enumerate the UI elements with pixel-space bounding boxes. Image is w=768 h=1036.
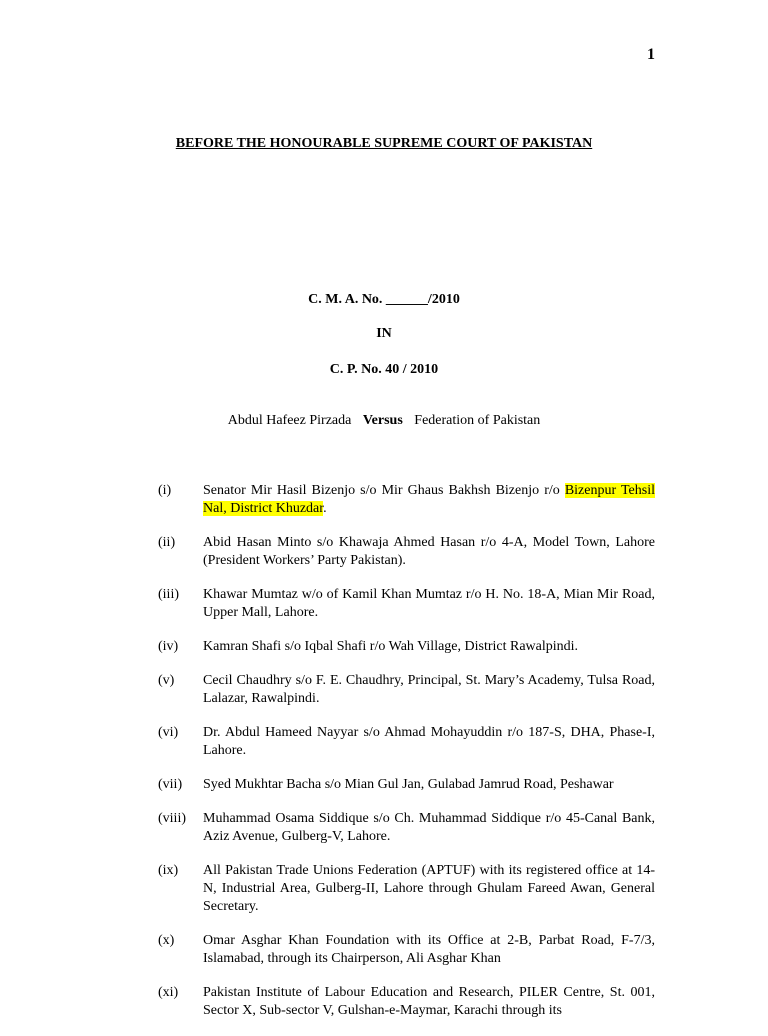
applicant-item [158,862,655,916]
item-text: Cecil Chaudhry s/o F. E. Chaudhry, Principal, St. Mary’s Academy, Tulsa Road, Lalazar, Rawalpindi. [203,673,655,706]
cma-number-line: C. M. A. No. ______/2010 [308,292,460,307]
highlighted-address: Bizenpur Tehsil Nal, District Khuzdar [203,483,655,516]
respondent-name: Federation of Pakistan [414,413,541,428]
item-number: (viii) [158,811,186,826]
versus-label: Versus [362,413,403,428]
applicant-item [158,810,655,846]
applicant-item [158,724,655,760]
item-number: (x) [158,933,175,948]
item-text: Dr. Abdul Hameed Nayyar s/o Ahmad Mohayuddin r/o 187-S, DHA, Phase-I, Lahore. [203,725,655,758]
item-text: Abid Hasan Minto s/o Khawaja Ahmed Hasan r/o 4-A, Model Town, Lahore (President Workers’ Party Pakistan). [203,535,655,568]
item-text: Khawar Mumtaz w/o of Kamil Khan Mumtaz r/o H. No. 18-A, Mian Mir Road, Upper Mall, Lahore. [203,587,655,620]
court-title: BEFORE THE HONOURABLE SUPREME COURT OF PAKISTAN [175,136,593,151]
petitioner-name: Abdul Hafeez Pirzada [227,413,352,428]
cp-number-line: C. P. No. 40 / 2010 [329,362,439,377]
applicant-item [158,776,655,794]
in-line: IN [376,326,392,341]
item-text: Syed Mukhtar Bacha s/o Mian Gul Jan, Gulabad Jamrud Road, Peshawar [203,777,614,792]
item-text: All Pakistan Trade Unions Federation (APTUF) with its registered office at 14-N, Industrial Area, Gulberg-II, Lahore through Ghulam Fareed Awan, General Secretary. [203,863,655,914]
item-text: Muhammad Osama Siddique s/o Ch. Muhammad Siddique r/o 45-Canal Bank, Aziz Avenue, Gulberg-V, Lahore. [203,811,655,844]
item-text: Pakistan Institute of Labour Education and Research, PILER Centre, St. 001, Sector X, Sub-sector V, Gulshan-e-Maymar, Karachi through its [203,985,655,1018]
item-number: (vi) [158,725,179,740]
item-number: (xi) [158,985,179,1000]
item-number: (iii) [158,587,179,602]
applicant-item [158,534,655,570]
applicant-item [158,638,655,656]
item-number: (ix) [158,863,179,878]
applicants-list [158,482,655,1036]
applicant-item [158,932,655,968]
item-text: Senator Mir Hasil Bizenjo s/o Mir Ghaus Bakhsh Bizenjo r/o Bizenpur Tehsil Nal, District Khuzdar. [203,483,655,516]
item-number: (iv) [158,639,179,654]
item-number: (v) [158,673,175,688]
page-number: 1 [647,46,655,63]
case-parties [0,413,768,429]
applicant-item [158,984,655,1020]
item-number: (i) [158,483,172,498]
applicant-item [158,482,655,518]
item-number: (vii) [158,777,183,792]
item-number: (ii) [158,535,176,550]
applicant-item [158,586,655,622]
item-text: Omar Asghar Khan Foundation with its Office at 2-B, Parbat Road, F-7/3, Islamabad, through its Chairperson, Ali Asghar Khan [203,933,655,966]
item-text: Kamran Shafi s/o Iqbal Shafi r/o Wah Village, District Rawalpindi. [203,639,579,654]
applicant-item [158,672,655,708]
